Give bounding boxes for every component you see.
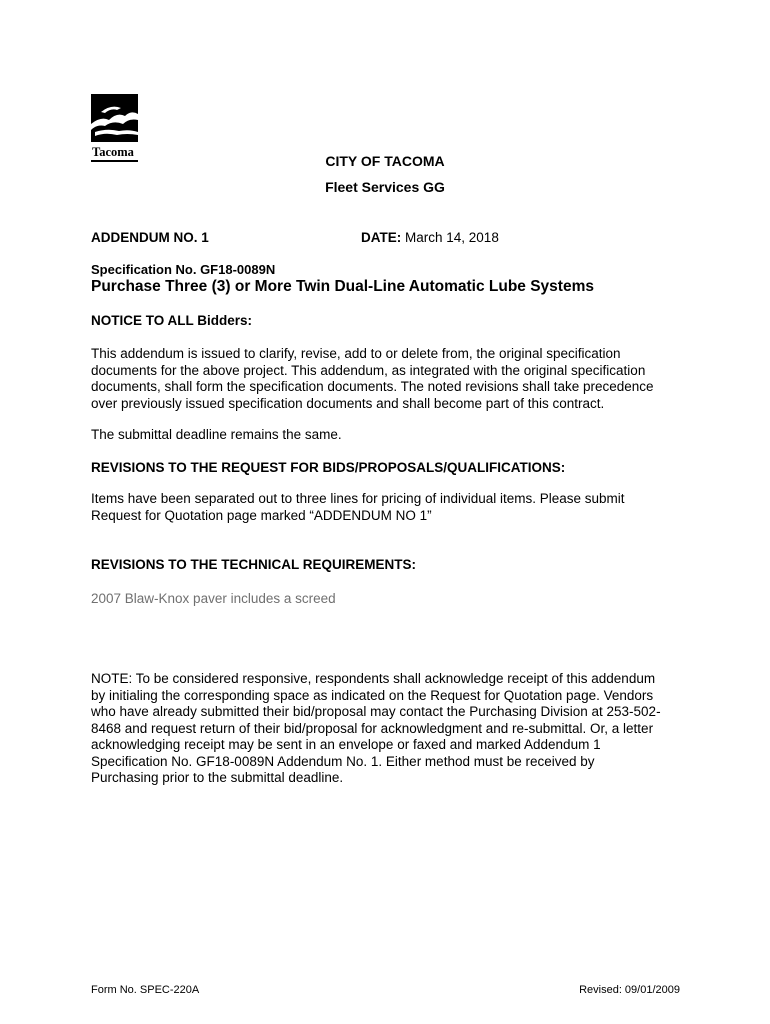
notice-heading: NOTICE TO ALL Bidders: xyxy=(91,313,253,328)
note-line: Specification No. GF18-0089N Addendum No. 1. Either method must be received by xyxy=(91,753,595,769)
revisions-technical-heading: REVISIONS TO THE TECHNICAL REQUIREMENTS: xyxy=(91,557,417,572)
specification-title: Purchase Three (3) or More Twin Dual-Line Automatic Lube Systems xyxy=(91,278,594,295)
date-line xyxy=(361,230,499,247)
notice-line: This addendum is issued to clarify, revise, add to or delete from, the original specification xyxy=(91,346,621,361)
note-line: 8468 and request return of their bid/proposal for acknowledgment and re-submittal. Or, a letter xyxy=(91,720,654,736)
city-title: CITY OF TACOMA xyxy=(325,153,445,169)
revised-date: Revised: 09/01/2009 xyxy=(579,984,680,996)
notice-line: documents for the above project. This addendum, as integrated with the original specification xyxy=(91,362,646,378)
notice-line: documents, shall form the specification documents. The noted revisions shall take precedence xyxy=(91,379,654,394)
note-line: who have already submitted their bid/proposal may contact the Purchasing Division at 253-502- xyxy=(91,704,661,719)
revisions-rfb-line: Items have been separated out to three lines for pricing of individual items. Please submit xyxy=(91,491,625,506)
form-number: Form No. SPEC-220A xyxy=(91,984,200,996)
note-line: by initialing the corresponding space as indicated on the Request for Quotation page. Vendors xyxy=(91,687,654,703)
note-line: NOTE: To be considered responsive, respondents shall acknowledge receipt of this addendum xyxy=(91,671,656,686)
department-title: Fleet Services GG xyxy=(325,179,445,195)
revisions-rfb-paragraph xyxy=(91,491,691,524)
note-paragraph xyxy=(91,671,691,787)
deadline-statement: The submittal deadline remains the same. xyxy=(91,427,342,442)
date-label: DATE: xyxy=(361,230,402,245)
notice-line: over previously issued specification documents and shall become part of this contract. xyxy=(91,395,605,411)
notice-paragraph xyxy=(91,346,691,412)
revisions-rfb-line: Request for Quotation page marked “ADDENDUM NO 1” xyxy=(91,507,432,523)
revisions-rfb-heading: REVISIONS TO THE REQUEST FOR BIDS/PROPOSALS/QUALIFICATIONS: xyxy=(91,460,566,475)
addendum-number: ADDENDUM NO. 1 xyxy=(91,230,209,245)
logo-text: Tacoma xyxy=(92,145,134,159)
revisions-technical-item: 2007 Blaw-Knox paver includes a screed xyxy=(91,591,336,606)
note-line: Purchasing prior to the submittal deadline. xyxy=(91,770,344,785)
date-value: March 14, 2018 xyxy=(405,230,499,245)
specification-number: Specification No. GF18-0089N xyxy=(91,262,276,277)
note-line: acknowledging receipt may be sent in an envelope or faxed and marked Addendum 1 xyxy=(91,737,601,752)
